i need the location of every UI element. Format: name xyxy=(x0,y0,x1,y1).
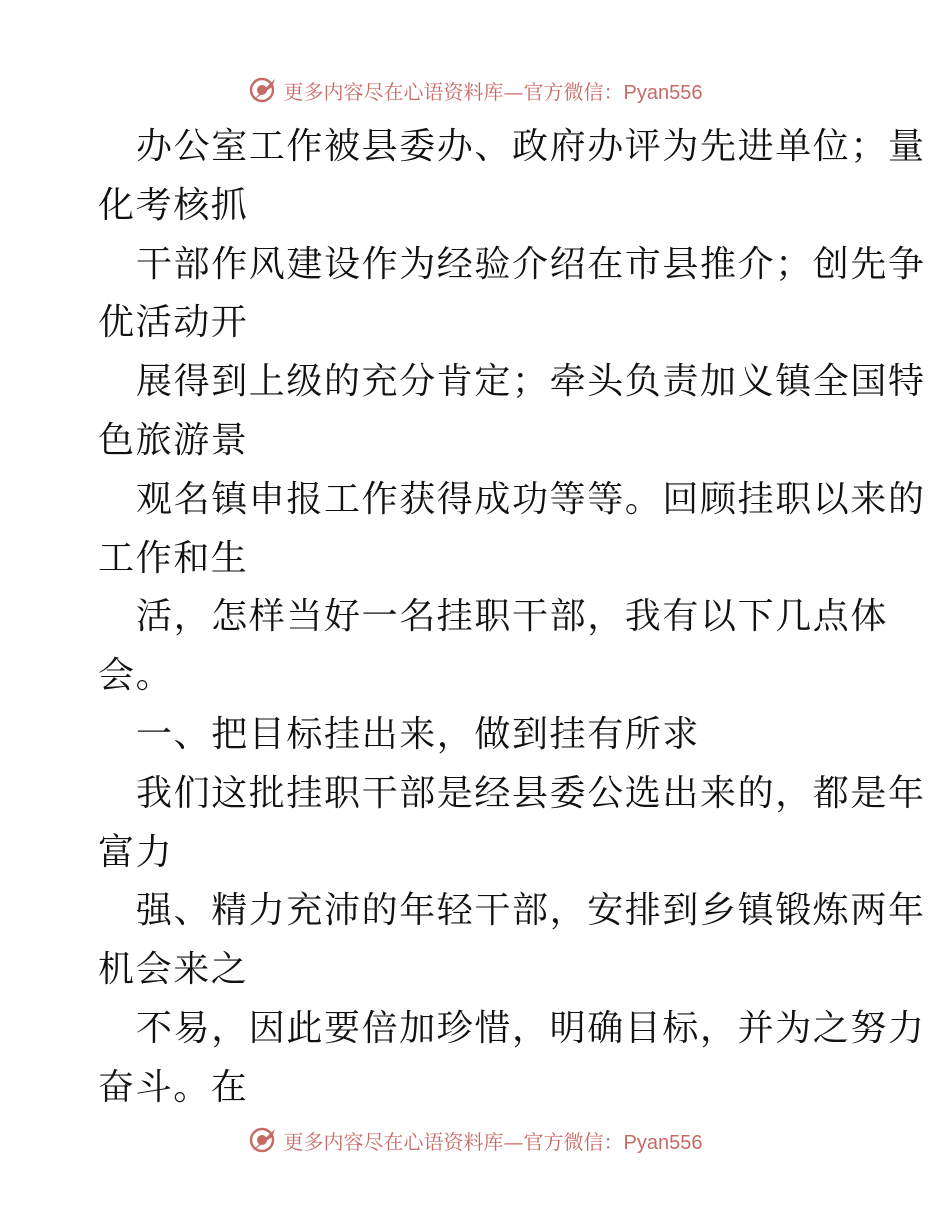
text-line: 我们这批挂职干部是经县委公选出来的，都是年 xyxy=(136,772,926,814)
banner-wechat-id: Pyan556 xyxy=(623,1131,703,1154)
banner-wechat-id: Pyan556 xyxy=(623,81,703,104)
text-line: 干部作风建设作为经验介绍在市县推介；创先争 xyxy=(136,243,926,285)
text-line: 色旅游景 xyxy=(98,419,249,461)
quill-seal-icon xyxy=(248,1125,278,1155)
quill-seal-icon xyxy=(248,75,278,105)
footer-banner xyxy=(0,1120,950,1160)
header-banner xyxy=(0,70,950,110)
text-line: 会。 xyxy=(98,655,174,697)
text-line: 化考核抓 xyxy=(98,184,249,226)
text-line: 办公室工作被县委办、政府办评为先进单位；量 xyxy=(136,126,926,167)
text-line: 富力 xyxy=(98,831,174,873)
text-line: 活，怎样当好一名挂职干部，我有以下几点体 xyxy=(136,596,889,638)
section-heading: 一、把目标挂出来，做到挂有所求 xyxy=(136,713,701,755)
text-line: 机会来之 xyxy=(98,949,249,991)
banner-text: 更多内容尽在心语资料库—官方微信：Pyan556 xyxy=(283,1129,703,1154)
text-line: 展得到上级的充分肯定；牵头负责加义镇全国特 xyxy=(136,361,926,403)
text-line: 优活动开 xyxy=(98,302,249,344)
text-line: 强、精力充沛的年轻干部，安排到乡镇锻炼两年 xyxy=(136,890,926,932)
text-line: 工作和生 xyxy=(98,537,249,579)
text-line: 奋斗。在 xyxy=(98,1066,249,1108)
text-line: 观名镇申报工作获得成功等等。回顾挂职以来的 xyxy=(136,478,926,520)
text-line: 不易，因此要倍加珍惜，明确目标，并为之努力 xyxy=(136,1007,926,1049)
banner-text: 更多内容尽在心语资料库—官方微信：Pyan556 xyxy=(283,79,703,104)
document-body xyxy=(98,118,926,1118)
